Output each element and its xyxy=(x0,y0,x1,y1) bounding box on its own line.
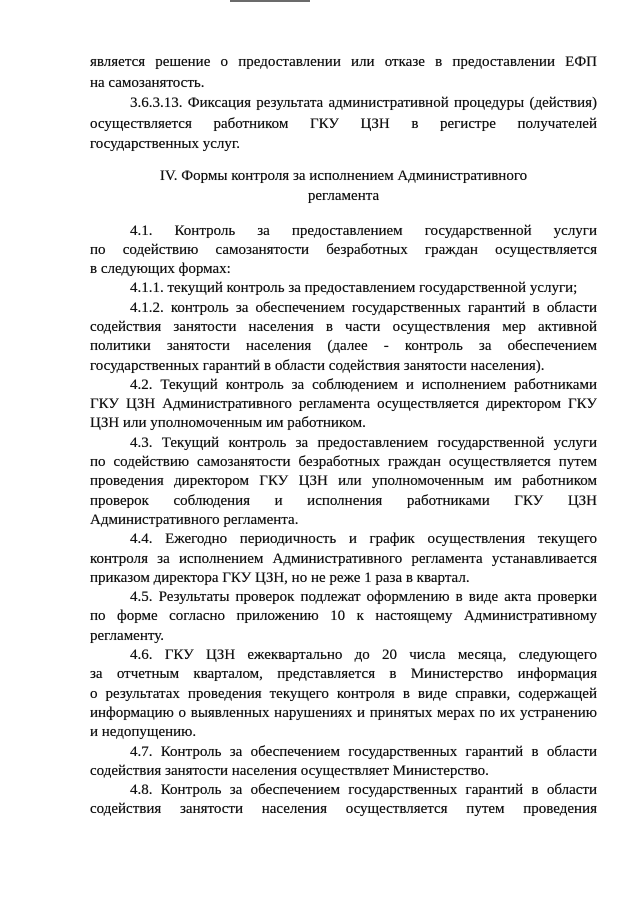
text-line: по форме согласно приложению 10 к настоящему Административному xyxy=(90,608,597,625)
section-body xyxy=(90,222,597,820)
text-line: по содействию самозанятости безработных граждан осуществляется xyxy=(90,241,597,258)
paragraph-4-5 xyxy=(90,588,597,646)
heading-line: IV. Формы контроля за исполнением Административного xyxy=(159,168,528,184)
paragraph-4-6 xyxy=(90,646,597,742)
paragraph-3-6-3-13 xyxy=(90,93,597,155)
paragraph-4-8 xyxy=(90,781,597,820)
paragraph-4-2 xyxy=(90,376,597,434)
paragraph-4-1 xyxy=(90,222,597,280)
text-line: 4.7. Контроль за обеспечением государственных гарантий в области xyxy=(130,743,597,760)
paragraph-continuation xyxy=(90,52,597,93)
text-line: содействия занятости населения в части осуществления мер активной xyxy=(90,318,597,335)
scan-edge-mark xyxy=(230,0,310,2)
text-line: на самозанятость. xyxy=(90,74,205,91)
text-line: политики занятости населения (далее - контроль за обеспечением xyxy=(90,338,597,355)
text-line: за отчетным кварталом, представляется в Министерство информация xyxy=(90,666,597,683)
text-line: проверок соблюдения и исполнения работниками ГКУ ЦЗН xyxy=(90,492,597,509)
text-line: осуществляется работником ГКУ ЦЗН в регистре получателей xyxy=(90,115,597,132)
text-line: в следующих формах: xyxy=(90,261,231,278)
text-line: приказом директора ГКУ ЦЗН, но не реже 1 раза в квартал. xyxy=(90,569,470,586)
text-line: контроля за исполнением Административного регламента устанавливается xyxy=(90,550,597,567)
text-line: является решение о предоставлении или отказе в предоставлении ЕФП xyxy=(90,54,597,70)
text-before-heading xyxy=(90,52,597,155)
text-line: государственных услуг. xyxy=(90,136,241,152)
heading-line: регламента xyxy=(307,187,380,204)
text-line: 4.3. Текущий контроль за предоставлением государственной услуги xyxy=(130,434,597,451)
text-line: 3.6.3.13. Фиксация результата административной процедуры (действия) xyxy=(130,95,597,111)
text-line: 4.2. Текущий контроль за соблюдением и исполнением работниками xyxy=(130,376,597,393)
paragraph-4-1-2 xyxy=(90,299,597,376)
section-heading xyxy=(90,167,597,206)
paragraph-4-3 xyxy=(90,434,597,530)
text-line: проведения директором ГКУ ЦЗН или уполномоченным им работником xyxy=(90,473,597,490)
text-line: и недопущению. xyxy=(90,724,197,741)
text-line: ЦЗН или уполномоченным им работником. xyxy=(90,415,366,432)
text-line: 4.5. Результаты проверок подлежат оформлению в виде акта проверки xyxy=(130,589,597,606)
text-line: государственных гарантий в области содействия занятости населения). xyxy=(90,357,545,374)
text-line: о результатах проведения текущего контроля в виде справки, содержащей xyxy=(90,685,597,702)
text-line: 4.1.2. контроль за обеспечением государственных гарантий в области xyxy=(130,299,597,316)
text-line: Административного регламента. xyxy=(90,511,299,528)
paragraph-4-1-1 xyxy=(90,279,597,298)
text-line: ГКУ ЦЗН Административного регламента осуществляется директором ГКУ xyxy=(90,396,597,413)
text-line: информацию о выявленных нарушениях и принятых мерах по их устранению xyxy=(90,704,597,721)
text-line: по содействию самозанятости безработных граждан осуществляется путем xyxy=(90,454,597,471)
text-line: содействия занятости населения осуществляется путем проведения xyxy=(90,801,597,818)
paragraph-4-4 xyxy=(90,530,597,588)
paragraph-4-7 xyxy=(90,743,597,782)
text-line: содействия занятости населения осуществляет Министерство. xyxy=(90,762,489,779)
text-line: 4.8. Контроль за обеспечением государственных гарантий в области xyxy=(130,782,597,799)
text-line: 4.4. Ежегодно периодичность и график осуществления текущего xyxy=(130,531,597,548)
text-line: регламенту. xyxy=(90,627,164,644)
text-line: 4.1.1. текущий контроль за предоставлением государственной услуги; xyxy=(130,280,578,297)
text-line: 4.1. Контроль за предоставлением государственной услуги xyxy=(130,222,597,239)
text-line: 4.6. ГКУ ЦЗН ежеквартально до 20 числа месяца, следующего xyxy=(130,647,597,664)
